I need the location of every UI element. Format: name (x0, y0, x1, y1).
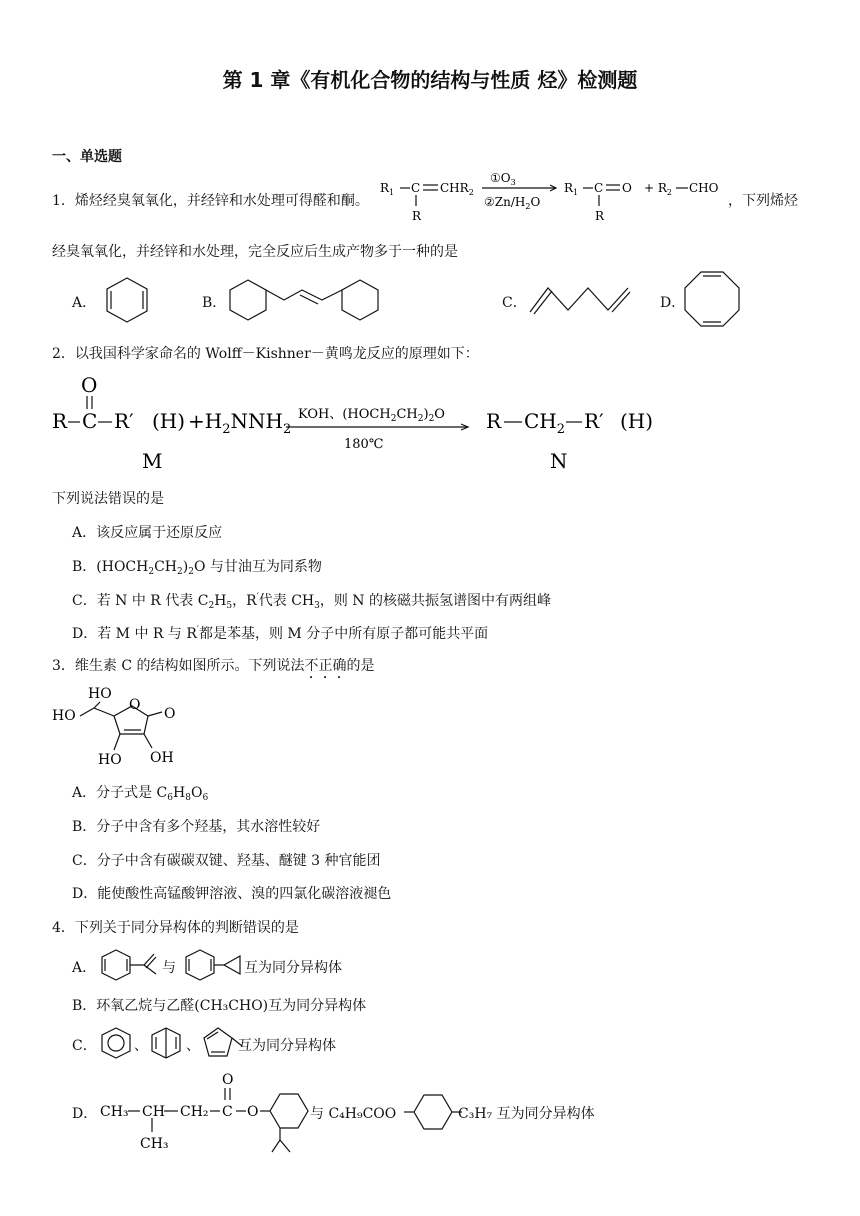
svg-text:R: R (52, 409, 68, 433)
svg-text:R: R (412, 209, 422, 223)
q4-option-d-label[interactable]: D． (72, 1106, 98, 1122)
q3-option-a[interactable]: A．分子式是 $C_6H_8O_6$ (72, 785, 209, 803)
svg-text:(H): (H) (152, 409, 186, 433)
q1-option-b[interactable]: B． (202, 295, 227, 311)
hexadiene-structure (526, 282, 636, 316)
q1-stem-part2: ，下列烯烃 (728, 193, 798, 209)
svg-text:C: C (594, 181, 604, 195)
cyclohexadiene-structure (92, 276, 162, 324)
svg-text:OH: OH (150, 750, 174, 766)
svg-text:HO: HO (52, 708, 76, 724)
q4-option-a-mid: 与 (162, 960, 176, 976)
wolff-kishner-scheme (52, 372, 662, 472)
q1-option-d[interactable]: D． (660, 295, 686, 311)
q4-option-d-mid: 与 C₄H₉COO (310, 1106, 397, 1122)
svg-text:O: O (81, 373, 98, 397)
section-heading: 一、单选题 (52, 149, 122, 165)
q1-option-a[interactable]: A． (72, 295, 97, 311)
svg-text:CH₂: CH₂ (180, 1104, 209, 1120)
q2-ask: 下列说法错误的是 (52, 491, 164, 507)
svg-text:CHO: CHO (689, 181, 719, 195)
q4-stem: 4．下列关于同分异构体的判断错误的是 (52, 920, 299, 936)
benzene-structure (100, 1026, 136, 1060)
svg-text:C: C (222, 1104, 233, 1120)
svg-text:+H2NNH2: $+H_2NNH_2$ (188, 409, 292, 437)
q2-option-a[interactable]: A．该反应属于还原反应 (72, 525, 223, 541)
svg-text:CHR2: $CHR_2$ (440, 181, 474, 197)
q4-option-a-label[interactable]: A． (72, 960, 97, 976)
cyclooctadiene-structure (682, 270, 742, 330)
q3-option-b[interactable]: B．分子中含有多个羟基，其水溶性较好 (72, 819, 321, 835)
q2-option-b[interactable]: B．$(HOCH_2CH_2)_2O$ 与甘油互为同系物 (72, 559, 322, 577)
svg-text:N: N (550, 449, 568, 473)
svg-text:②Zn/H2O: ②Zn/$H_2O$ (484, 195, 541, 211)
svg-text:HO: HO (98, 752, 122, 768)
cyclopropylbenzene-structure (184, 948, 246, 982)
page-title: 第 1 章《有机化合物的结构与性质 烃》检测题 (222, 68, 638, 92)
q2-option-d[interactable]: D．若 M 中 R 与 R′都是苯基，则 M 分子中所有原子都可能共平面 (72, 625, 489, 642)
q2-stem: 2．以我国科学家命名的 Wolff－Kishner－黄鸣龙反应的原理如下： (52, 346, 479, 362)
svg-text:R′: R′ (584, 409, 604, 433)
q1-ozonolysis-scheme (378, 170, 728, 226)
q4-option-d-end: C₃H₇ 互为同分异构体 (458, 1106, 595, 1122)
cyclohexyl-ring-structure (404, 1092, 462, 1132)
svg-text:C: C (411, 181, 421, 195)
svg-text:KOH、(HOCH2CH2)2O: KOH、$(HOCH_2CH_2)_2O$ (298, 407, 445, 424)
q3-stem: 3．维生素 C 的结构如图所示。下列说法不正确的是 (52, 658, 375, 674)
svg-text:O: O (129, 697, 141, 713)
ester-structure-menthyl (100, 1068, 312, 1154)
q4-option-c-label[interactable]: C． (72, 1038, 97, 1054)
q4-option-a-end: 互为同分异构体 (244, 960, 342, 976)
q4-option-c-sep2: 、 (186, 1038, 200, 1054)
q4-option-b[interactable]: B．环氧乙烷与乙醛(CH₃CHO)互为同分异构体 (72, 998, 367, 1014)
svg-text:CH2: $CH_2$ (524, 409, 566, 437)
svg-text:HO: HO (88, 686, 112, 702)
svg-text:R1: $R_1$ (380, 181, 395, 197)
svg-text:O: O (247, 1104, 259, 1120)
vitamin-c-structure (52, 682, 192, 772)
q2-option-c[interactable]: C．若 N 中 R 代表 $C_2H_5$，R′代表 $CH_3$，则 N 的核磁共振氢谱图中有两组峰 (72, 592, 552, 611)
svg-text:O: O (164, 706, 176, 722)
svg-text:C: C (82, 409, 98, 433)
svg-text:R1: $R_1$ (564, 181, 579, 197)
dewar-benzene-structure (150, 1026, 186, 1060)
svg-text:CH₃: CH₃ (140, 1136, 169, 1152)
svg-text:CH: CH (142, 1104, 165, 1120)
dicyclohexyl-butene-structure (226, 276, 386, 324)
svg-text:+ R2: + $R_2$ (644, 181, 672, 197)
q1-stem-part1: 1．烯烃经臭氧氧化，并经锌和水处理可得醛和酮。 (52, 193, 369, 209)
q3-option-d[interactable]: D．能使酸性高锰酸钾溶液、溴的四氯化碳溶液褪色 (72, 886, 392, 902)
svg-text:O: O (222, 1072, 234, 1088)
svg-text:M: M (142, 449, 163, 473)
q3-option-c[interactable]: C．分子中含有碳碳双键、羟基、醚键 3 种官能团 (72, 853, 381, 869)
q4-option-c-sep1: 、 (134, 1038, 148, 1054)
svg-text:R: R (486, 409, 502, 433)
svg-text:R: R (595, 209, 605, 223)
isopropenylbenzene-structure (100, 948, 162, 982)
q1-stem-part3: 经臭氧氧化，并经锌和水处理，完全反应后生成产物多于一种的是 (52, 244, 458, 260)
svg-text:CH₃: CH₃ (100, 1104, 129, 1120)
svg-text:180℃: 180℃ (344, 437, 384, 452)
svg-text:①O3: $①O_3$ (490, 171, 516, 187)
svg-text:(H): (H) (620, 409, 654, 433)
q4-option-c-end: 互为同分异构体 (238, 1038, 336, 1054)
q1-option-c[interactable]: C． (502, 295, 527, 311)
svg-text:O: O (622, 181, 632, 195)
svg-text:R′: R′ (114, 409, 134, 433)
